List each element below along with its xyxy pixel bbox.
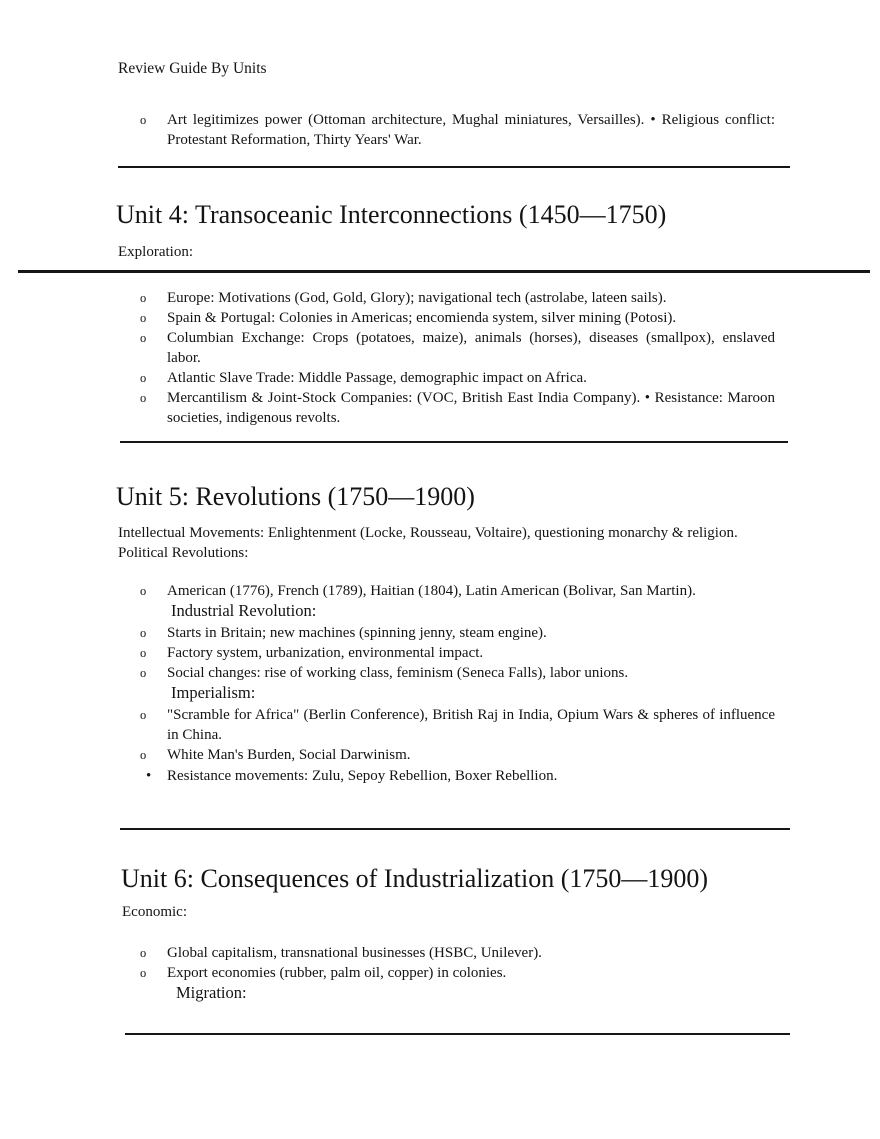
unit4-heading: Unit 4: Transoceanic Interconnections (1450—1750) [116,200,667,229]
bullet-marker: o [140,666,147,681]
list-item [138,328,775,368]
bullet-text: Export economies (rubber, palm oil, copper) in colonies. [167,965,507,982]
bullet-text: Atlantic Slave Trade: Middle Passage, demographic impact on Africa. [167,370,587,386]
list-item [138,766,775,786]
list-item [138,111,775,151]
list-item [138,745,775,765]
bullet-text: Mercantilism & Joint-Stock Companies: (VOC, British East India Company). • Resistance: Maroon societies, indigenous revolts. [167,390,775,426]
subheading-text: Migration: [176,983,247,1003]
document-title: Review Guide By Units [118,60,267,77]
list-item [138,705,775,746]
bullet-text: Factory system, urbanization, environmental impact. [167,644,484,661]
subheading-text: Imperialism: [171,683,256,703]
list-item [138,623,775,643]
section-divider [125,1033,790,1035]
bullet-text: Global capitalism, transnational businesses (HSBC, Unilever). [167,945,542,961]
section-divider [118,166,790,168]
bullet-marker: o [140,625,147,640]
bullet-text: Art legitimizes power (Ottoman architecture, Mughal miniatures, Versailles). • Religious conflict: Protestant Reformation, Thirty Years' War. [167,112,775,148]
bullet-text: "Scramble for Africa" (Berlin Conference), British Raj in India, Opium Wars & spheres of influence in China. [167,706,775,744]
bullet-marker: o [140,311,147,325]
bullet-text: Starts in Britain; new machines (spinning jenny, steam engine). [167,624,547,641]
list-subheading [138,601,775,622]
bullet-marker: o [140,946,147,960]
bullet-marker: o [140,331,147,345]
bullet-marker: o [140,371,147,385]
unit5-bullet-list [138,581,775,786]
list-item [138,288,775,308]
list-item [138,308,775,328]
bullet-marker: o [140,748,147,763]
unit6-bullet-list [138,943,775,1005]
unit5-intro [118,524,738,563]
bullet-text: Resistance movements: Zulu, Sepoy Rebellion, Boxer Rebellion. [167,767,558,784]
section-divider [120,441,788,443]
unit6-subheading: Economic: [122,904,187,920]
list-item [138,663,775,683]
bullet-marker: o [140,584,147,598]
unit5-intro-line: Intellectual Movements: Enlightenment (Locke, Rousseau, Voltaire), questioning monarchy & religion. [118,525,738,541]
list-subheading [138,683,775,704]
bullet-marker: o [140,966,147,981]
list-item [138,581,775,601]
unit4-bullet-list [138,288,775,428]
bullet-marker: o [140,707,147,722]
bullet-text: Europe: Motivations (God, Gold, Glory); navigational tech (astrolabe, lateen sails). [167,290,667,306]
unit6-heading: Unit 6: Consequences of Industrialization (1750—1900) [121,864,709,893]
list-item [138,388,775,428]
intro-bullet-list [138,111,775,151]
bullet-text: American (1776), French (1789), Haitian (1804), Latin American (Bolivar, San Martin). [167,583,696,599]
bullet-marker: o [140,645,147,660]
unit5-intro-line: Political Revolutions: [118,544,249,561]
list-item [138,943,775,963]
list-subheading [138,983,775,1004]
bullet-marker: o [140,391,147,405]
bullet-marker: o [140,291,147,305]
list-item [138,368,775,388]
unit4-subheading: Exploration: [118,244,193,260]
bullet-text: Columbian Exchange: Crops (potatoes, maize), animals (horses), diseases (smallpox), enslaved labor. [167,330,775,366]
bullet-marker: • [146,767,152,784]
unit5-heading: Unit 5: Revolutions (1750—1900) [116,482,475,511]
list-item [138,963,775,983]
list-item [138,643,775,663]
bullet-text: Social changes: rise of working class, feminism (Seneca Falls), labor unions. [167,665,629,682]
bullet-text: Spain & Portugal: Colonies in Americas; encomienda system, silver mining (Potosi). [167,310,677,326]
subheading-text: Industrial Revolution: [171,601,317,621]
bullet-text: White Man's Burden, Social Darwinism. [167,747,411,764]
section-divider [120,828,790,830]
section-divider [18,270,870,273]
bullet-marker: o [140,113,147,127]
